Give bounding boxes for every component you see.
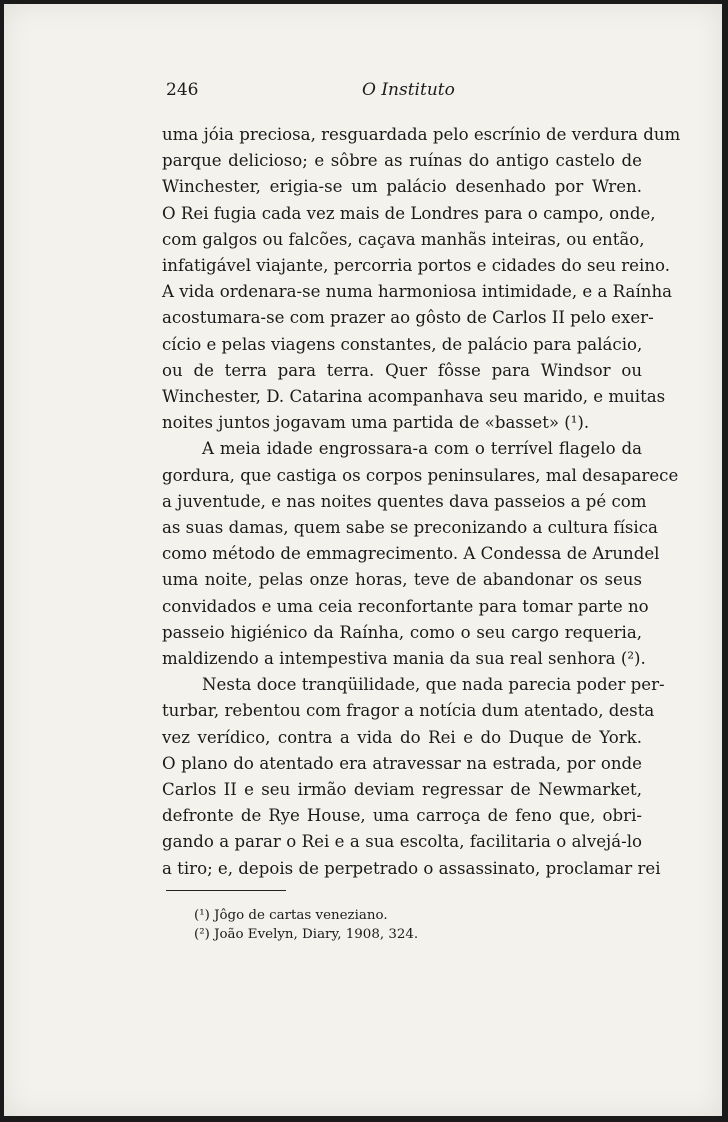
text-line: ou de terra para terra. Quer fôsse para Windsor ou <box>162 360 642 380</box>
text-line: A meia idade engrossara-a com o terrível flagelo da <box>202 439 642 459</box>
text-line: Carlos II e seu irmão deviam regressar de Newmarket, <box>162 780 642 800</box>
text-line: gordura, que castiga os corpos peninsulares, mal desaparece <box>162 465 679 485</box>
text-line: infatigável viajante, percorria portos e cidades do seu reino. <box>162 256 670 276</box>
text-line: uma jóia preciosa, resguardada pelo escrínio de verdura dum <box>162 125 681 144</box>
text-line: gando a parar o Rei e a sua escolta, facilitaria o alvejá-lo <box>162 832 642 852</box>
text-line: Winchester, D. Catarina acompanhava seu marido, e muitas <box>162 387 666 407</box>
page-number: 246 <box>166 80 199 100</box>
text-line: Winchester, erigia-se um palácio desenhado por Wren. <box>162 177 642 197</box>
text-line: as suas damas, quem sabe se preconizando a cultura física <box>162 518 658 538</box>
running-title: O Instituto <box>362 80 455 100</box>
text-line: com galgos ou falcões, caçava manhãs inteiras, ou então, <box>162 229 645 249</box>
text-line: turbar, rebentou com fragor a notícia dum atentado, desta <box>162 701 655 721</box>
text-line: defronte de Rye House, uma carroça de feno que, obri- <box>162 806 642 826</box>
text-line: como método de emmagrecimento. A Condessa de Arundel <box>162 544 660 564</box>
text-line: A vida ordenara-se numa harmoniosa intimidade, e a Raínha <box>162 282 673 302</box>
text-line: a juventude, e nas noites quentes dava passeios a pé com <box>162 491 647 511</box>
text-line: convidados e uma ceia reconfortante para tomar parte no <box>162 596 649 616</box>
text-line: maldizendo a intempestiva mania da sua real senhora (²). <box>162 649 646 669</box>
text-line: O Rei fugia cada vez mais de Londres para o campo, onde, <box>162 203 656 223</box>
text-line: acostumara-se com prazer ao gôsto de Carlos II pelo exer- <box>162 308 654 328</box>
text-line: a tiro; e, depois de perpetrado o assassinato, proclamar rei <box>162 858 661 878</box>
text-line: uma noite, pelas onze horas, teve de abandonar os seus <box>162 570 642 590</box>
footnote-2: (²) João Evelyn, Diary, 1908, 324. <box>194 927 419 942</box>
body-text <box>162 122 681 882</box>
text-line: O plano do atentado era atravessar na estrada, por onde <box>162 753 642 773</box>
text-line: passeio higiénico da Raínha, como o seu cargo requeria, <box>162 622 642 642</box>
text-line: cício e pelas viagens constantes, de palácio para palácio, <box>162 334 643 354</box>
footnotes <box>194 906 418 944</box>
footnote-rule <box>166 890 286 891</box>
text-line: noites juntos jogavam uma partida de «basset» (¹). <box>162 413 590 433</box>
book-page <box>4 4 722 1116</box>
page-header <box>164 80 632 106</box>
text-line: vez verídico, contra a vida do Rei e do Duque de York. <box>162 727 642 747</box>
footnote-1: (¹) Jôgo de cartas veneziano. <box>194 908 388 923</box>
text-line: parque delicioso; e sôbre as ruínas do antigo castelo de <box>162 151 642 171</box>
text-line: Nesta doce tranqüilidade, que nada parecia poder per- <box>202 675 665 695</box>
